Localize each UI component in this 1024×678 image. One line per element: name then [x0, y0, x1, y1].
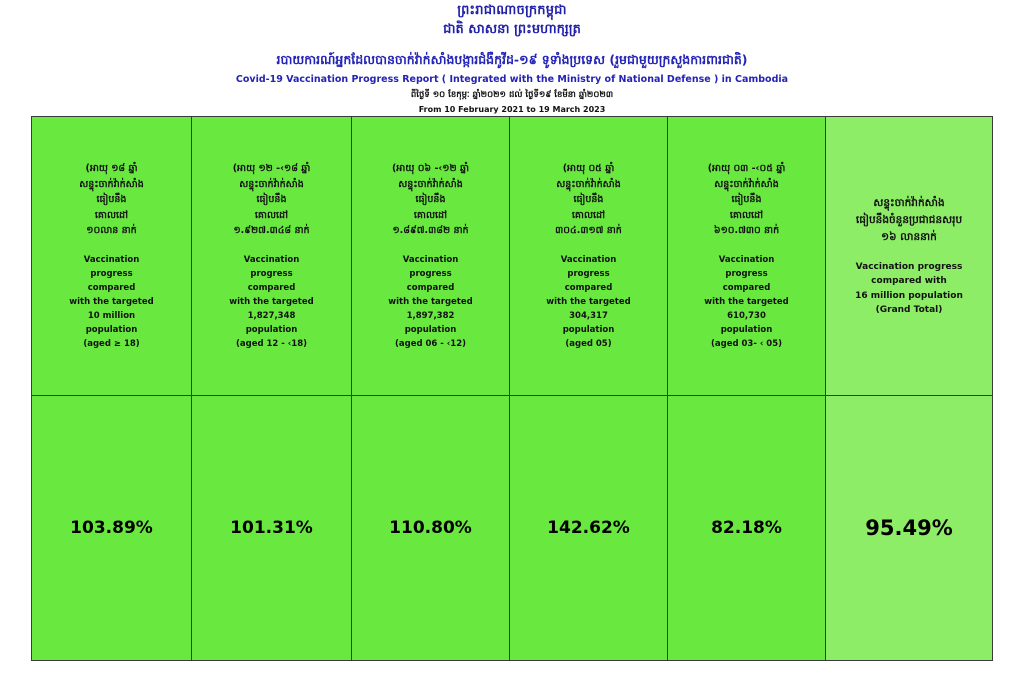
- column-header-age-05: [510, 117, 668, 395]
- kingdom-title-khmer: ព្រះរាជាណាចក្រកម្ពុជា: [457, 3, 567, 18]
- national-motto-khmer: ជាតិ សាសនា ព្រះមហាក្សត្រ: [443, 22, 581, 37]
- column-label-english: Vaccination progress compared with the targeted 1,897,382 population (aged 06 - ‹12): [388, 254, 473, 349]
- column-label-english: Vaccination progress compared with the targeted 304,317 population (aged 05): [546, 254, 631, 349]
- value-cell-age-06-12: [352, 396, 510, 660]
- progress-table: [31, 116, 993, 661]
- report-period-khmer: ពីថ្ងៃទី ១០ ខែកុម្ភៈ ឆ្នាំ២០២១ ដល់ ថ្ងៃទី១៩ ខែមីនា ឆ្នាំ២០២៣: [410, 90, 614, 100]
- column-label-english: Vaccination progress compared with the targeted 10 million population (aged ≥ 18): [69, 254, 154, 349]
- value-cell-age-05: [510, 396, 668, 660]
- report-period-english: From 10 February 2021 to 19 March 2023: [418, 105, 606, 114]
- percentage-value: 110.80%: [389, 518, 472, 538]
- table-row-labels: [32, 117, 992, 395]
- value-cell-age-18-plus: [32, 396, 192, 660]
- column-label-english: Vaccination progress compared with 16 million population (Grand Total): [855, 261, 963, 315]
- column-header-age-03-05: [668, 117, 826, 395]
- column-label-khmer: (អាយុ ០៣ -‹០៥ ឆ្នាំ សន្ទុះចាក់វ៉ាក់សាំង ធៀបនឹង គោលដៅ ៦១០.៧៣០ នាក់: [707, 163, 786, 237]
- table-row-values: [32, 395, 992, 660]
- percentage-value: 101.31%: [230, 518, 313, 538]
- column-header-age-12-18: [192, 117, 352, 395]
- percentage-value: 103.89%: [70, 518, 153, 538]
- value-cell-age-03-05: [668, 396, 826, 660]
- report-title-khmer: របាយការណ៍អ្នកដែលបានចាក់វ៉ាក់សាំងបង្ការជំងឺកូវីដ-១៩ ទូទាំងប្រទេស (រួមជាមួយក្រសួងការពារជាតិ): [276, 52, 748, 67]
- column-label-khmer: (អាយុ ១៨ ឆ្នាំ សន្ទុះចាក់វ៉ាក់សាំង ធៀបនឹង គោលដៅ ១០លាន នាក់: [79, 163, 144, 237]
- percentage-value: 82.18%: [711, 518, 782, 538]
- column-header-age-18-plus: [32, 117, 192, 395]
- column-label-khmer: (អាយុ ០៦ -‹១២ ឆ្នាំ សន្ទុះចាក់វ៉ាក់សាំង ធៀបនឹង គោលដៅ ១.៨៩៧.៣៨២ នាក់: [391, 163, 470, 237]
- column-header-age-06-12: [352, 117, 510, 395]
- column-header-grand-total: [826, 117, 992, 395]
- column-label-english: Vaccination progress compared with the targeted 1,827,348 population (aged 12 - ‹18): [229, 254, 314, 349]
- column-label-khmer: សន្ទុះចាក់វ៉ាក់សាំង ធៀបនឹងចំនួនប្រជាជនសរុប ១៦ លាននាក់: [855, 196, 963, 243]
- value-cell-age-12-18: [192, 396, 352, 660]
- column-label-english: Vaccination progress compared with the targeted 610,730 population (aged 03- ‹ 05): [704, 254, 789, 349]
- percentage-value: 95.49%: [865, 516, 953, 540]
- column-label-khmer: (អាយុ ១២ -‹១៨ ឆ្នាំ សន្ទុះចាក់វ៉ាក់សាំង ធៀបនឹង គោលដៅ ១.៩២៧.៣៤៨ នាក់: [232, 163, 311, 237]
- report-header: [0, 0, 1024, 116]
- percentage-value: 142.62%: [547, 518, 630, 538]
- column-label-khmer: (អាយុ ០៥ ឆ្នាំ សន្ទុះចាក់វ៉ាក់សាំង ធៀបនឹង គោលដៅ ៣០៤.៣១៧ នាក់: [555, 163, 622, 237]
- value-cell-grand-total: [826, 396, 992, 660]
- report-title-english: Covid-19 Vaccination Progress Report ( Integrated with the Ministry of National Defense ) in Cambodia: [235, 74, 789, 85]
